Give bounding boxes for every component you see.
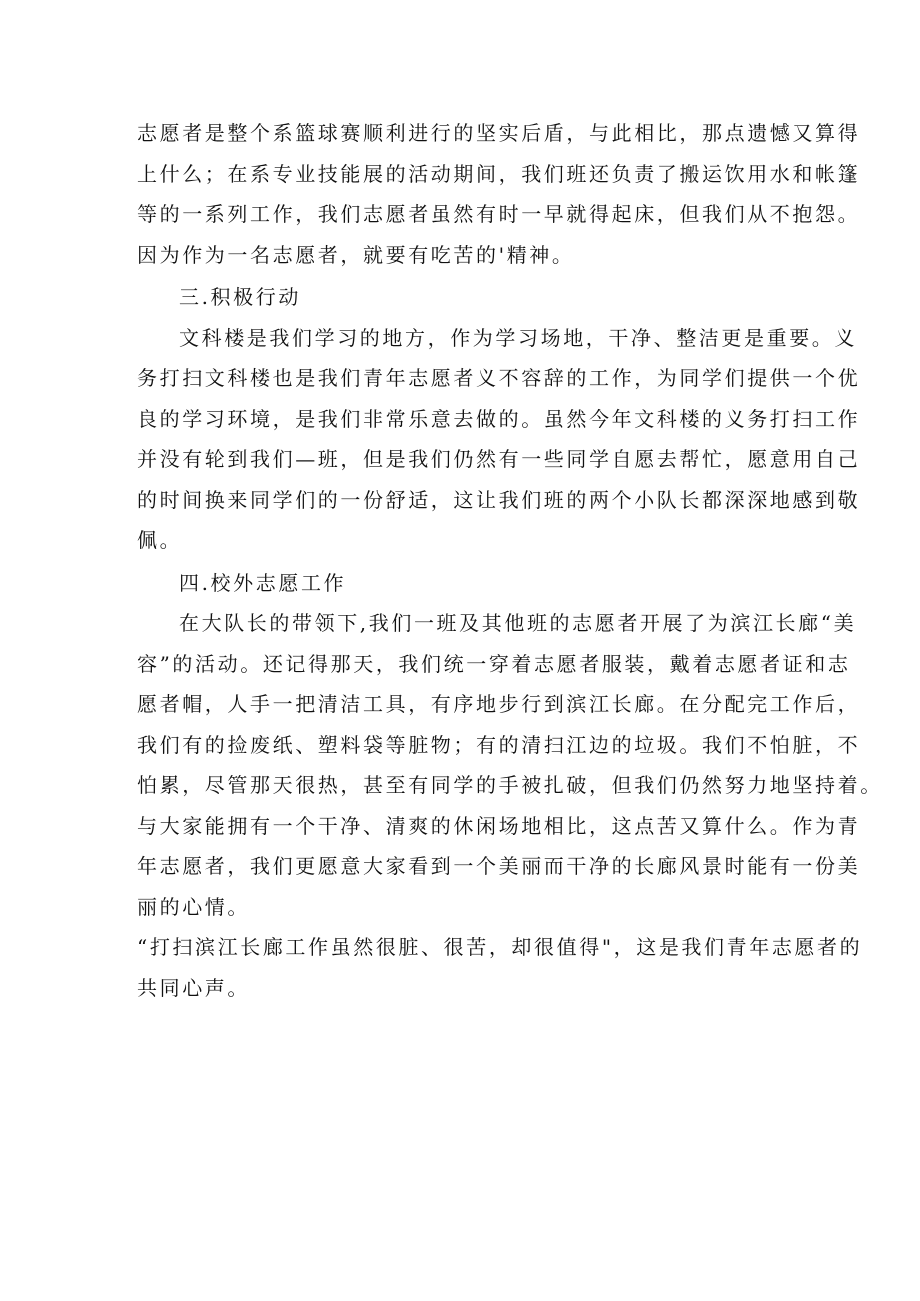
paragraph: [137, 927, 863, 1008]
text-line: 良的学习环境，是我们非常乐意去做的。虽然今年文科楼的义务打扫工作: [137, 406, 861, 431]
section-heading: 三.积极行动: [179, 285, 301, 309]
text-line: 共同心声。: [137, 975, 250, 1000]
text-line: 务打扫文科楼也是我们青年志愿者义不容辞的工作，为同学们提供一个优: [137, 366, 861, 390]
text-line: 文科楼是我们学习的地方，作为学习场地，干净、整洁更是重要。义: [179, 325, 857, 350]
paragraph: [137, 318, 861, 561]
text-line: 愿者帽，人手一把清洁工具，有序地步行到滨江长廊。在分配完工作后，: [137, 692, 861, 716]
section-heading: 四.校外志愿工作: [179, 570, 347, 595]
text-line: 怕累，尽管那天很热，甚至有同学的手被扎破，但我们仍然努力地坚持着。: [137, 773, 883, 797]
paragraph: [137, 113, 861, 275]
text-line: 的时间换来同学们的一份舒适，这让我们班的两个小队长都深深地感到敬: [137, 487, 861, 512]
text-line: 容”的活动。还记得那天，我们统一穿着志愿者服装，戴着志愿者证和志: [137, 651, 851, 676]
text-line: 丽的心情。: [137, 894, 250, 919]
text-line: “打扫滨江长廊工作虽然很脏、很苦，却很值得"，这是我们青年志愿者的: [137, 935, 863, 959]
text-line: 在大队长的带领下,我们一班及其他班的志愿者开展了为滨江长廊“美: [179, 611, 857, 635]
paragraph: [137, 603, 883, 927]
text-line: 年志愿者，我们更愿意大家看到一个美丽而干净的长廊风景时能有一份美: [137, 854, 861, 878]
text-line: 志愿者是整个系篮球赛顺利进行的坚实后盾，与此相比，那点遗憾又算得: [137, 121, 861, 145]
text-line: 等的一系列工作，我们志愿者虽然有时一早就得起床，但我们从不抱怨。: [137, 202, 861, 226]
text-line: 并没有轮到我们—班，但是我们仍然有一些同学自愿去帮忙，愿意用自己: [137, 447, 861, 471]
text-line: 与大家能拥有一个干净、清爽的休闲场地相比，这点苦又算什么。作为青: [137, 813, 861, 838]
text-line: 佩。: [137, 528, 183, 552]
text-line: 上什么；在系专业技能展的活动期间，我们班还负责了搬运饮用水和帐篷: [137, 161, 861, 186]
text-line: 我们有的捡废纸、塑料袋等脏物；有的清扫江边的垃圾。我们不怕脏，不: [137, 732, 861, 757]
document-body: [137, 113, 883, 1008]
text-line: 因为作为一名志愿者，就要有吃苦的'精神。: [137, 242, 575, 267]
